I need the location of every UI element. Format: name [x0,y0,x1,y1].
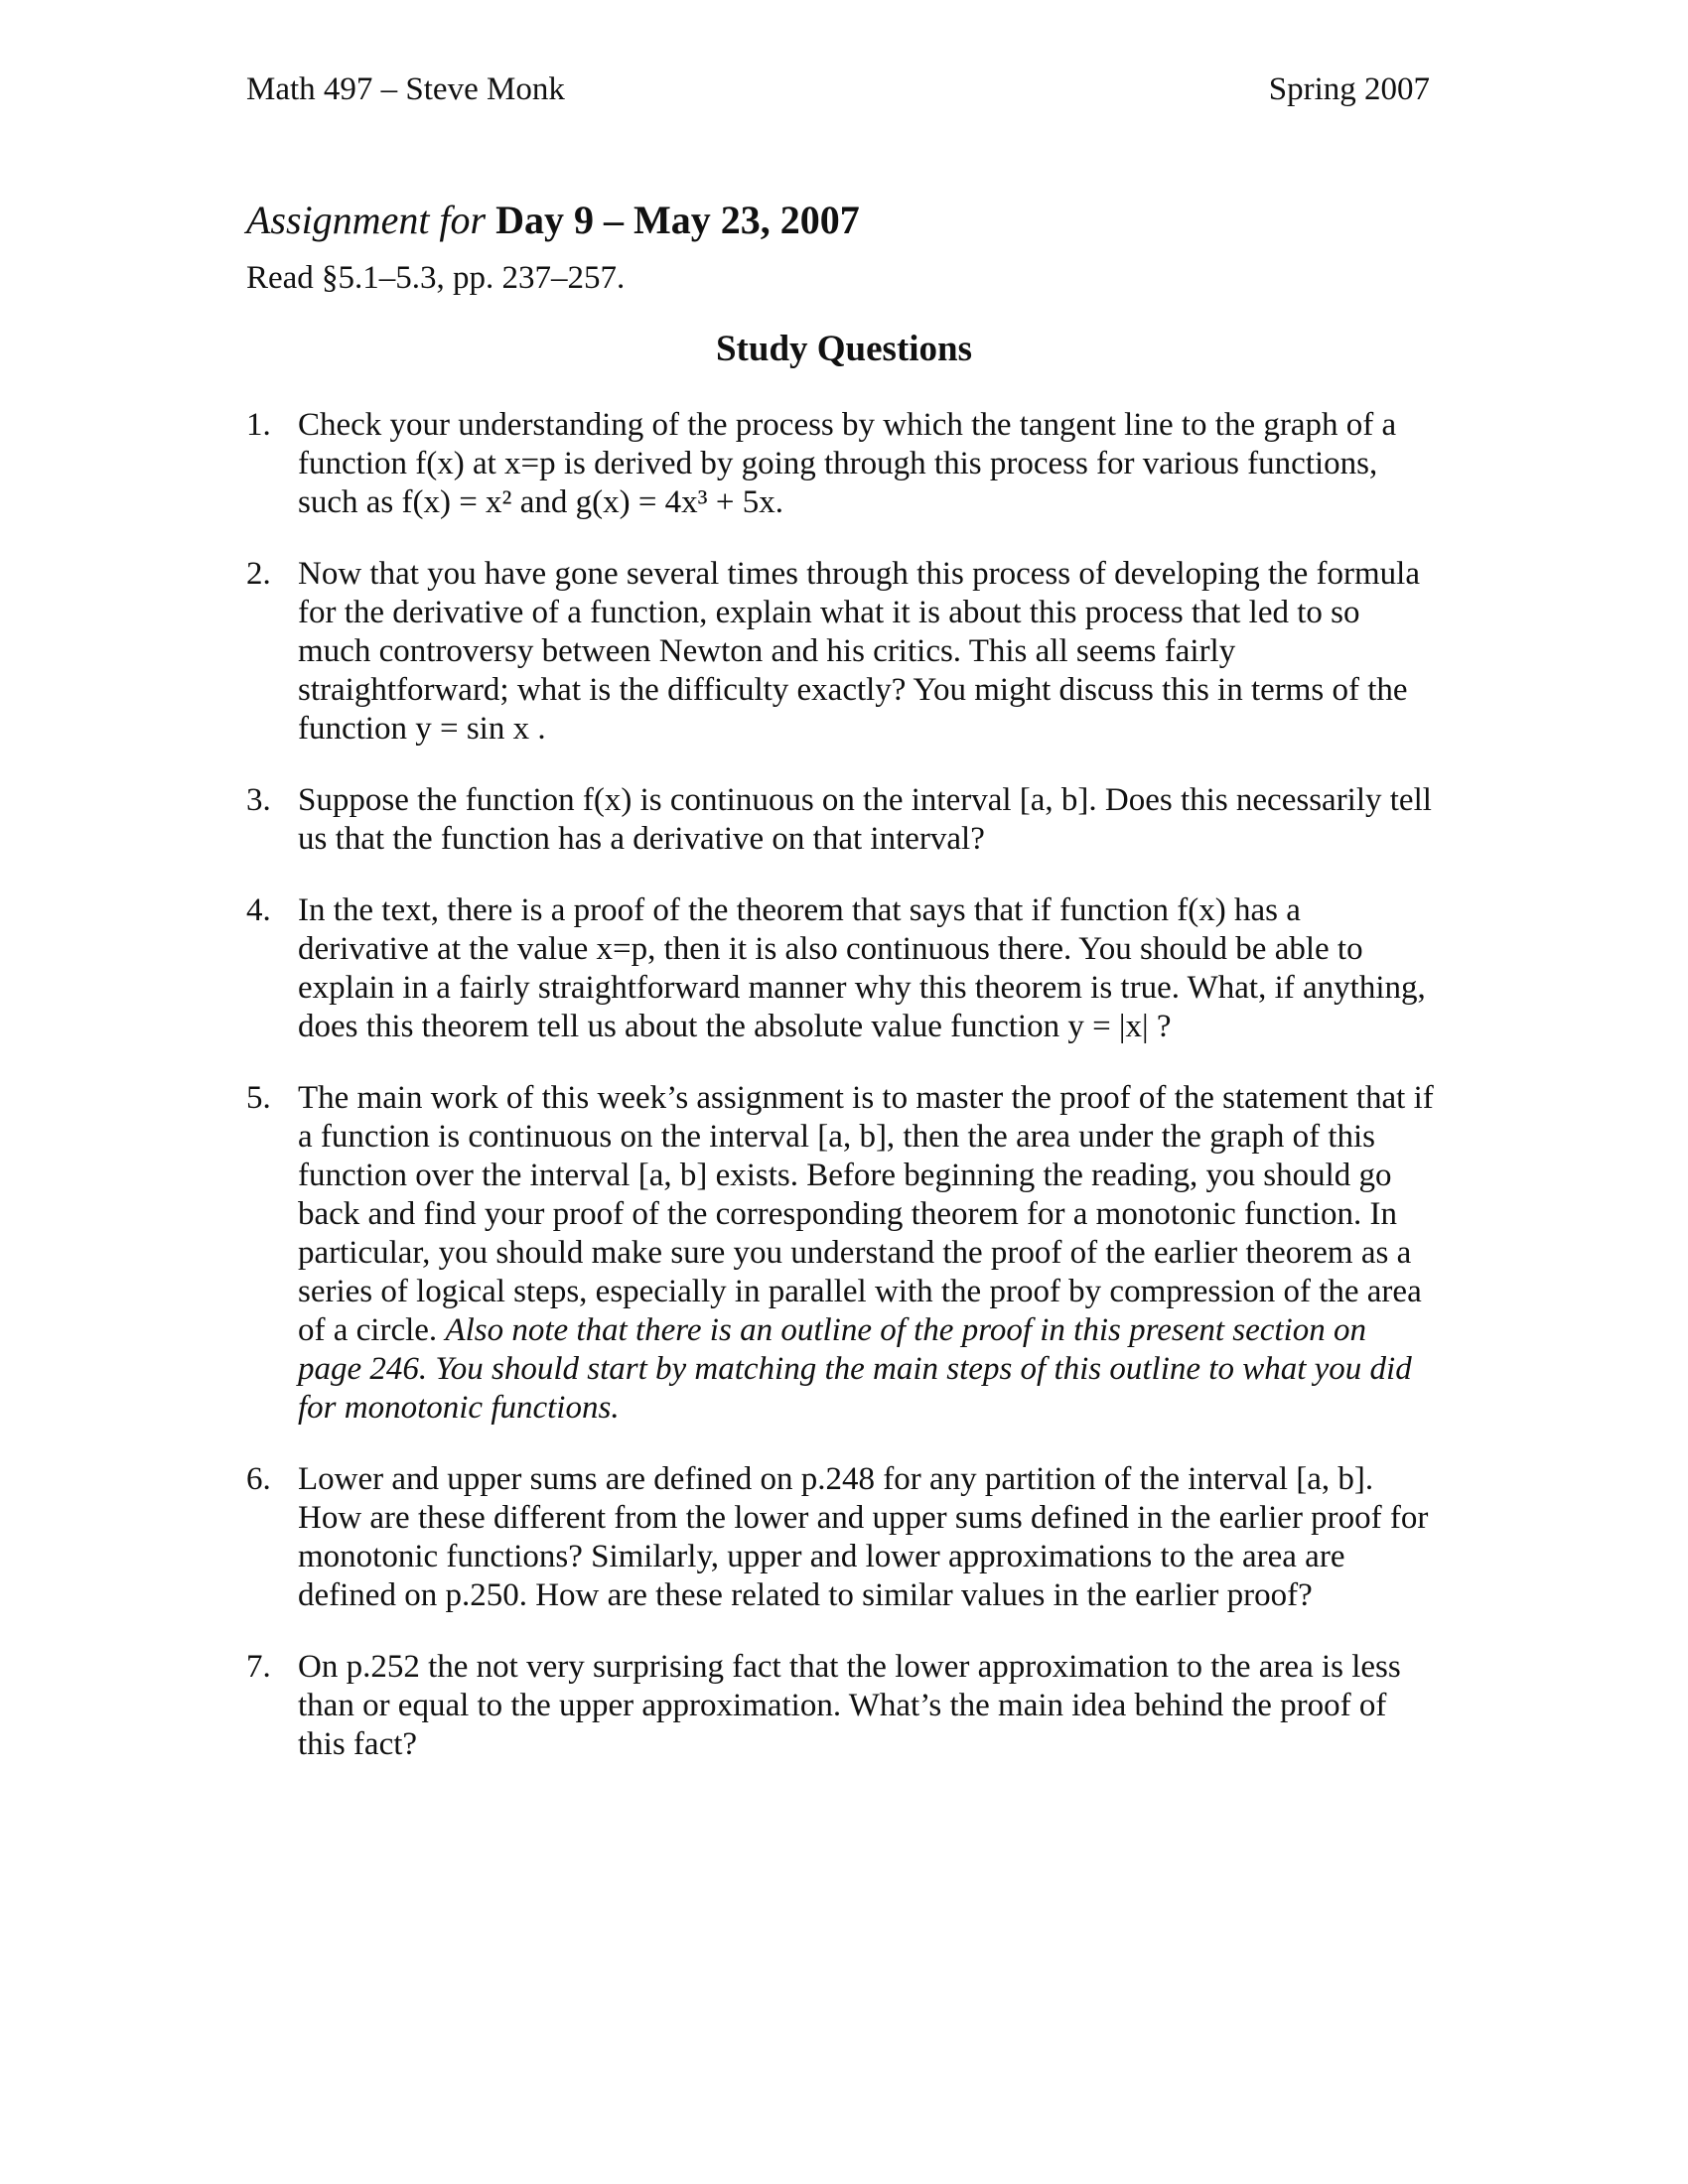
question-number: 5. [246,1080,271,1116]
assignment-title [246,197,860,243]
question-number: 7. [246,1649,271,1685]
question-text: Suppose the function f(x) is continuous on the interval [a, b]. Does this necessarily tell us that the function has a derivative on that interval? [298,782,1432,857]
page-header [246,71,1430,108]
question-note: Also note that there is an outline of the proof in this present section on page 246. You should start by matching the main steps of this outline to what you did for monotonic functions. [298,1312,1412,1426]
course-and-instructor: Math 497 – Steve Monk [246,71,565,107]
question-text: On p.252 the not very surprising fact that the lower approximation to the area is less than or equal to the upper approximation. What’s the main idea behind the proof of this fact? [298,1649,1401,1762]
question-number: 3. [246,782,271,818]
question-item [246,406,1436,522]
question-item [246,891,1436,1046]
study-questions-heading: Study Questions [715,329,973,369]
question-text: Check your understanding of the process by which the tangent line to the graph of a function f(x) at x=p is derived by going through this process for various functions, such as f(x) = x² and g(x) = 4x³ + 5x. [298,407,1397,520]
question-number: 2. [246,556,271,592]
question-item [246,781,1436,859]
question-item [246,555,1436,749]
question-number: 1. [246,407,271,443]
study-questions-list [246,406,1436,1797]
question-item [246,1648,1436,1764]
question-text: The main work of this week’s assignment is to master the proof of the statement that if a function is continuous on the interval [a, b], then the area under the graph of this function over the interval [a, b] exists. Before beginning the reading, you should go back and find your proof of the corresponding theorem for a monotonic function. In particular, you should make sure you understand the proof of the earlier theorem as a series of logical steps, especially in parallel with the proof by compression of the area of a circle. [298,1080,1434,1348]
question-number: 6. [246,1461,271,1497]
assignment-title-italic: Assignment for [246,198,487,242]
question-text: Lower and upper sums are defined on p.248 for any partition of the interval [a, b]. How are these different from the lower and upper sums defined in the earlier proof for monotonic functions? Similarly, upper and lower approximations to the area are defined on p.250. How are these related to similar values in the earlier proof? [298,1461,1429,1613]
term: Spring 2007 [1268,71,1430,107]
question-number: 4. [246,892,271,928]
question-text: Now that you have gone several times through this process of developing the formula for the derivative of a function, explain what it is about this process that led to so much controversy between Newton and his critics. This all seems fairly straightforward; what is the difficulty exactly? You might discuss this in terms of the function y = sin x . [298,556,1420,747]
question-item [246,1079,1436,1428]
assignment-title-date: Day 9 – May 23, 2007 [486,198,860,242]
question-item [246,1460,1436,1615]
reading-assignment: Read §5.1–5.3, pp. 237–257. [246,260,626,296]
question-text: In the text, there is a proof of the theorem that says that if function f(x) has a derivative at the value x=p, then it is also continuous there. You should be able to explain in a fairly straightforward manner why this theorem is true. What, if anything, does this theorem tell us about the absolute value function y = |x| ? [298,892,1426,1044]
